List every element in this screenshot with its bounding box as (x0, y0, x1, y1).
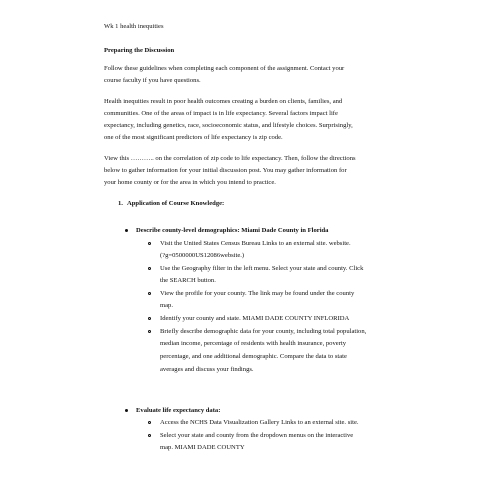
bullet-2-heading: Evaluate life expectancy data: (136, 407, 221, 414)
para-3-line-1: View this ……….. on the correlation of zip code to life expectancy. Then, follow the directions (104, 155, 356, 162)
hollow-bullet-icon (148, 267, 151, 270)
para-3-line-3: your home county or for the area in which you intend to practice. (104, 179, 276, 186)
bullet-2-item-1-line-1: Access the NCHS Data Visualization Gallery Links to an external site. site. (160, 419, 359, 426)
numbered-item-label: Application of Course Knowledge: (127, 200, 225, 207)
hollow-bullet-icon (148, 317, 151, 320)
hollow-bullet-icon (148, 330, 151, 333)
hollow-bullet-icon (148, 242, 151, 245)
hollow-bullet-icon (148, 434, 151, 437)
section-heading: Preparing the Discussion (104, 47, 175, 54)
para-1-line-1: Follow these guidelines when completing each component of the assignment. Contact your (104, 65, 345, 72)
para-2-line-3: expectancy, including genetics, race, socioeconomic status, and lifestyle choices. Surprisingly, (104, 122, 353, 129)
bullet-1-heading: Describe county-level demographics: Miami Dade County in Florida (136, 227, 329, 234)
bullet-1-item-1-line-2: (?g=0500000US12086website.) (160, 252, 245, 259)
bullet-icon (125, 409, 128, 412)
hollow-bullet-icon (148, 292, 151, 295)
bullet-2-item-2-line-2: map. MIAMI DADE COUNTY (160, 444, 245, 451)
hollow-bullet-icon (148, 421, 151, 424)
bullet-1-item-4-line-1: Identify your county and state. MIAMI DADE COUNTY INFLORIDA (160, 315, 350, 322)
bullet-1-item-2-line-2: the SEARCH button. (160, 277, 216, 284)
bullet-icon (125, 229, 128, 232)
para-2-line-1: Health inequities result in poor health outcomes creating a burden on clients, families, and (104, 98, 343, 105)
bullet-1-item-5-line-2: median income, percentage of residents with health insurance, poverty (160, 340, 347, 347)
para-2-line-2: communities. One of the areas of impact is in life expectancy. Several factors impact life (104, 110, 338, 117)
bullet-1-item-5-line-1: Briefly describe demographic data for your county, including total population, (160, 328, 367, 335)
bullet-1-item-3-line-1: View the profile for your county. The link may be found under the county (160, 290, 355, 297)
document-title: Wk 1 health inequities (104, 23, 164, 30)
para-3-line-2: below to gather information for your initial discussion post. You may gather information for (104, 167, 347, 174)
para-1-line-2: course faculty if you have questions. (104, 77, 201, 84)
bullet-1-item-5-line-4: averages and discuss your findings. (160, 366, 254, 373)
para-2-line-4: one of the most significant predictors of life expectancy is zip code. (104, 134, 283, 141)
bullet-1-item-1-line-1: Visit the United States Census Bureau Links to an external site. website. (160, 240, 351, 247)
bullet-2-item-2-line-1: Select your state and county from the dropdown menus on the interactive (160, 432, 354, 439)
bullet-1-item-3-line-2: map. (160, 302, 174, 309)
bullet-1-item-5-line-3: percentage, and one additional demographic. Compare the data to state (160, 353, 347, 360)
numbered-item-number: 1. (118, 200, 123, 207)
bullet-1-item-2-line-1: Use the Geography filter in the left menu. Select your state and county. Click (160, 265, 364, 272)
